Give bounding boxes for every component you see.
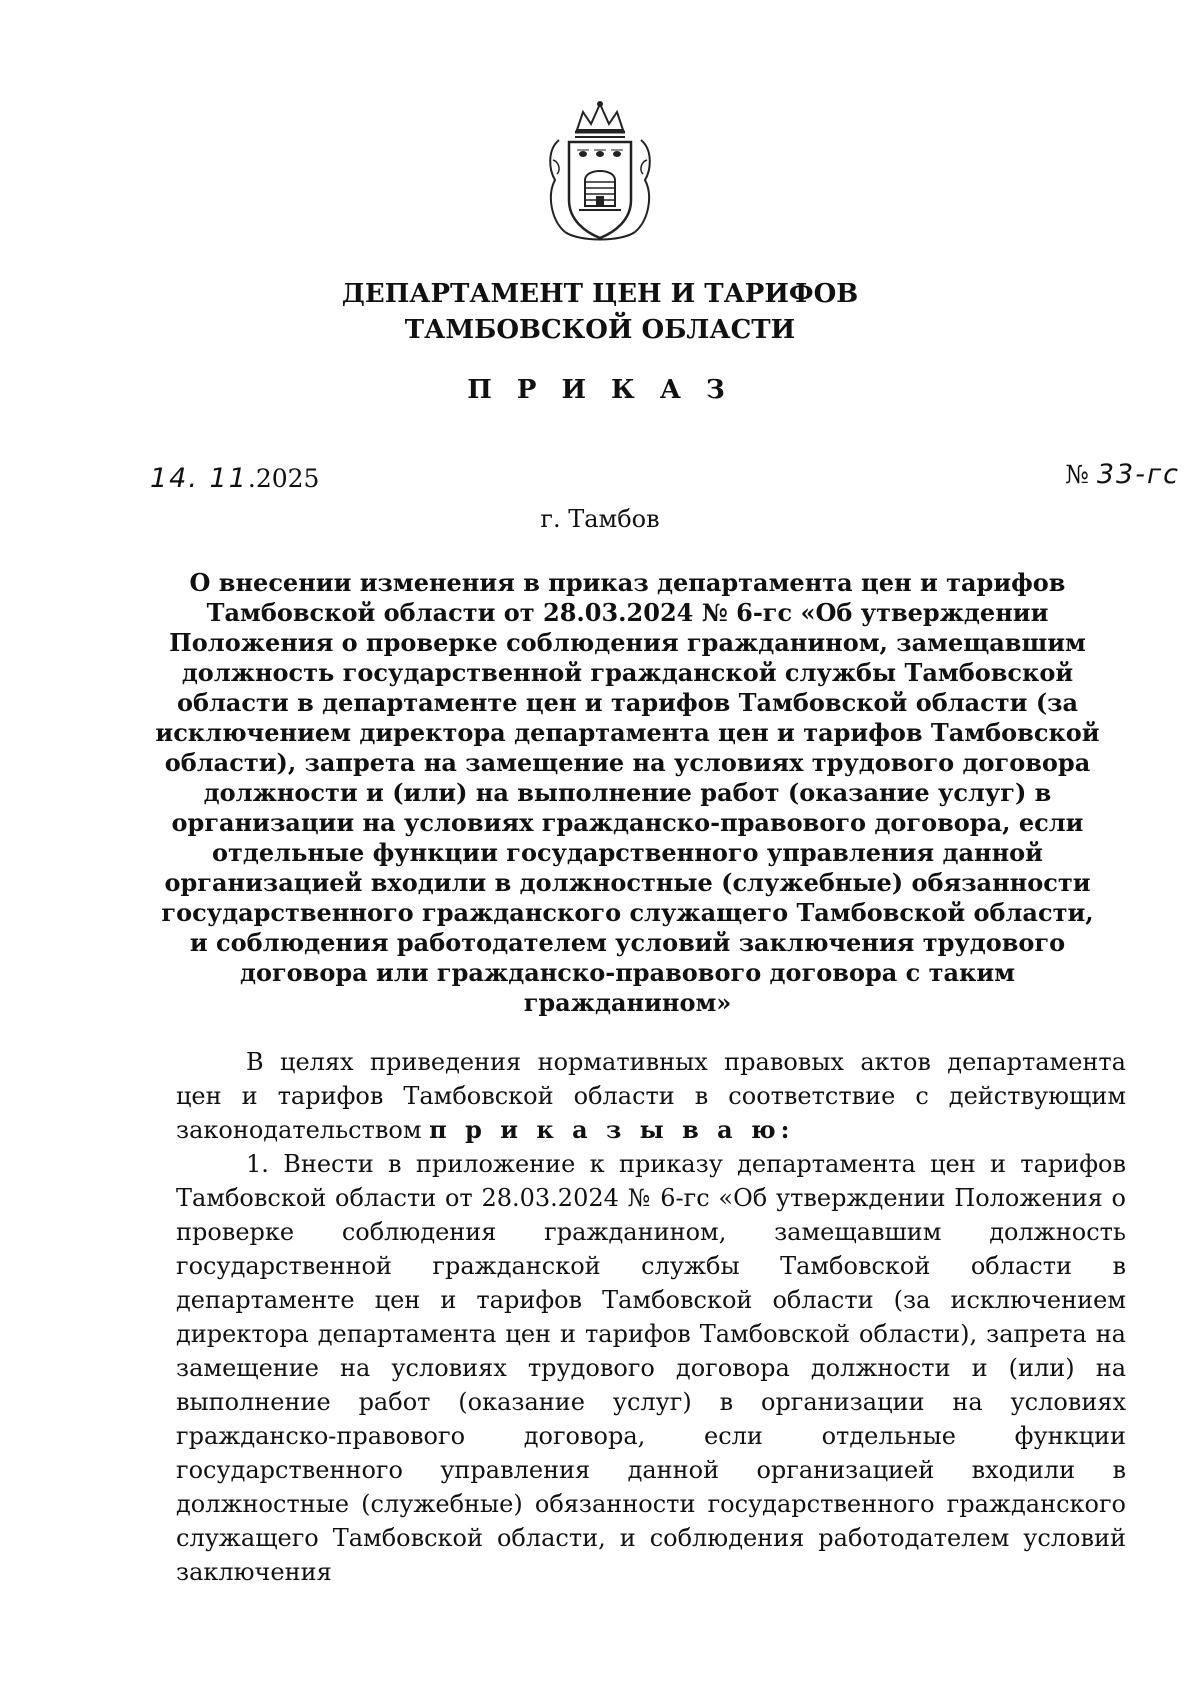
intro-text: В целях приведения нормативных правовых актов департамента цен и тарифов Тамбовской области в соответствие с действующим законодательством: [176, 1048, 1126, 1144]
order-body: [176, 1045, 1126, 1589]
handwritten-date: 14. 11: [150, 463, 248, 494]
department-line-1: ДЕПАРТАМЕНТ ЦЕН И ТАРИФОВ: [341, 279, 859, 309]
document-type-title: П Р И К А З: [467, 375, 733, 405]
date-number-row: [150, 459, 1180, 503]
coat-of-arms-emblem: [539, 100, 661, 250]
handwritten-number: 33-гс: [1096, 459, 1180, 490]
department-name: [0, 276, 1200, 348]
item-1-paragraph: 1. Внести в приложение к приказу департамента цен и тарифов Тамбовской области от 28.03.2024 № 6-гс «Об утверждении Положения о проверке соблюдения гражданином, замещавшим должность государственной гражданской службы Тамбовской области в департаменте цен и тарифов Тамбовской области (за исключением директора департамента цен и тарифов Тамбовской области), запрета на замещение на условиях трудового договора должности и (или) на выполнение работ (оказание услуг) в организации на условиях гражданско-правового договора, если отдельные функции государственного управления данной организацией входили в должностные (служебные) обязанности государственного гражданского служащего Тамбовской области, и соблюдения работодателем условий заключения: [176, 1150, 1126, 1586]
order-subject: О внесении изменения в приказ департамента цен и тарифов Тамбовской области от 28.03.2024 № 6-гс «Об утверждении Положения о проверке соблюдения гражданином, замещавшим должность государственной гражданской службы Тамбовской области в департаменте цен и тарифов Тамбовской области (за исключением директора департамента цен и тарифов Тамбовской области), запрета на замещение на условиях трудового договора должности и (или) на выполнение работ (оказание услуг) в организации на условиях гражданско-правового договора, если отдельные функции государственного управления данной организацией входили в должностные (служебные) обязанности государственного гражданского служащего Тамбовской области, и соблюдения работодателем условий заключения трудового договора или гражданско-правового договора с таким гражданином»: [155, 568, 1100, 1017]
city-line: г. Тамбов: [540, 505, 660, 533]
order-number: [1065, 459, 1180, 490]
intro-paragraph: [176, 1045, 1126, 1147]
coat-of-arms-icon: [539, 100, 661, 250]
order-date: [150, 463, 319, 494]
date-year: .2025: [247, 464, 320, 493]
number-label: №: [1065, 460, 1089, 489]
department-line-2: ТАМБОВСКОЙ ОБЛАСТИ: [404, 315, 796, 345]
order-command: п р и к а з ы в а ю:: [429, 1115, 795, 1144]
